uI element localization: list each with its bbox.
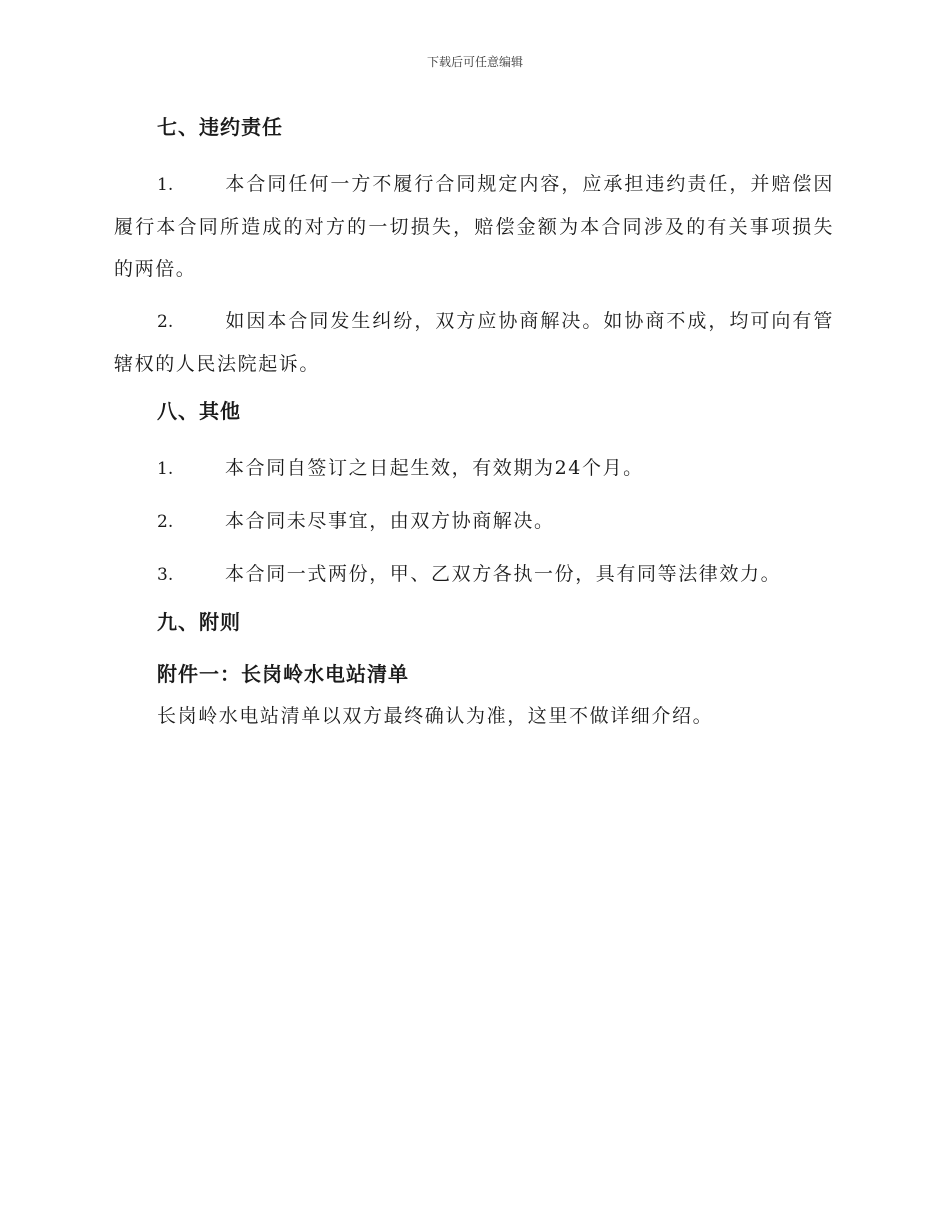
item-number: 3. (157, 565, 174, 585)
item-text: 本合同未尽事宜，由双方协商解决。 (225, 510, 555, 532)
section-8-item-2 (114, 500, 834, 543)
section-8-title: 八、其他 (157, 399, 241, 423)
item-number: 1. (157, 175, 174, 195)
item-text: 如因本合同发生纠纷，双方应协商解决。如协商不成，均可向有管辖权的人民法院起诉。 (114, 310, 834, 375)
section-9-title: 九、附则 (157, 610, 241, 634)
section-7-item-2 (114, 300, 834, 385)
section-8-item-1 (114, 447, 834, 490)
section-8-item-3 (114, 553, 834, 596)
item-number: 2. (157, 512, 174, 532)
section-7-item-1 (114, 163, 834, 290)
item-text: 本合同自签订之日起生效，有效期为24个月。 (225, 457, 644, 479)
document-body (114, 111, 834, 732)
item-text: 本合同任何一方不履行合同规定内容，应承担违约责任，并赔偿因履行本合同所造成的对方的一切损失，赔偿金额为本合同涉及的有关事项损失的两倍。 (114, 173, 834, 280)
item-number: 1. (157, 459, 174, 479)
attachment-text: 长岗岭水电站清单以双方最终确认为准，这里不做详细介绍。 (157, 705, 714, 727)
item-text: 本合同一式两份，甲、乙双方各执一份，具有同等法律效力。 (225, 563, 782, 585)
page-header: 下载后可任意编辑 (426, 55, 523, 69)
section-7-title: 七、违约责任 (157, 115, 283, 139)
item-number: 2. (157, 312, 174, 332)
attachment-title: 附件一：长岗岭水电站清单 (157, 662, 409, 686)
